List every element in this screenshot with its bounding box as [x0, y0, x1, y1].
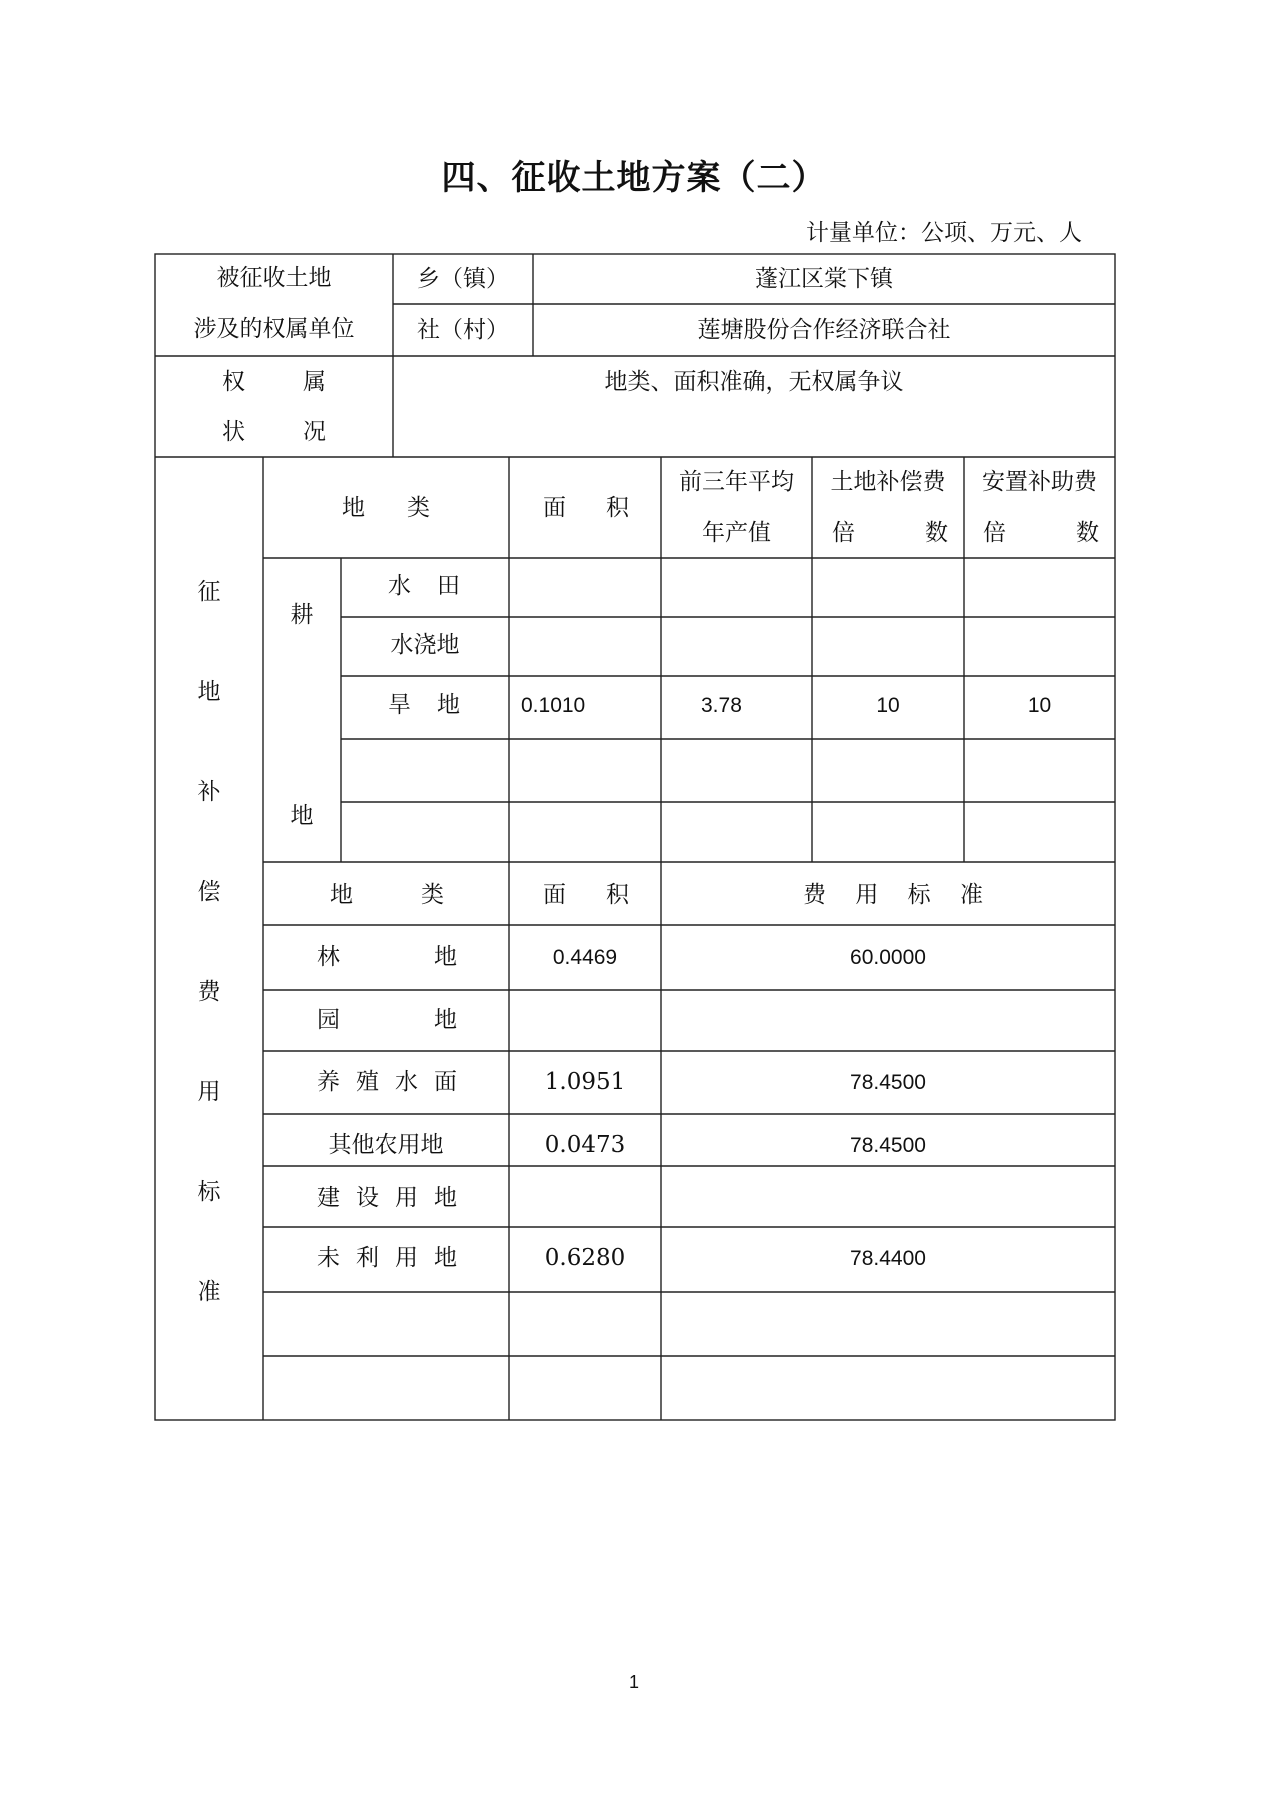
side-label-2: 补 [197, 779, 221, 805]
page-number: 1 [628, 1672, 639, 1692]
status-label-row2: 状 况 [222, 419, 326, 445]
other-area-0: 0.4469 [552, 946, 618, 969]
other-fee-0: 60.0000 [850, 946, 926, 969]
farmland-type-2: 旱 地 [388, 692, 460, 718]
other-area-3: 0.0473 [544, 1132, 626, 1158]
header2-fee: 费 用 标 准 [803, 882, 983, 908]
header-avg-output-line1: 前三年平均 [679, 469, 794, 495]
header-land-type: 地 类 [342, 495, 430, 521]
header-resettle-multiplier-line2: 倍 数 [983, 520, 1099, 546]
village-label: 社（村） [417, 317, 509, 343]
status-value: 地类、面积准确，无权属争议 [604, 369, 904, 395]
side-label-5: 用 [197, 1079, 221, 1105]
side-label-3: 偿 [197, 879, 221, 905]
side-label-6: 标 [197, 1179, 221, 1205]
farmland-type-0: 水 田 [388, 573, 460, 599]
header2-land-type: 地 类 [330, 882, 444, 908]
village-value: 莲塘股份合作经济联合社 [697, 317, 951, 343]
town-value: 蓬江区棠下镇 [755, 266, 893, 292]
farmland-type-1: 水浇地 [390, 632, 460, 658]
header-resettle-multiplier-line1: 安置补助费 [982, 469, 1097, 495]
side-label-0: 征 [197, 579, 221, 605]
owner-label-line1: 被征收土地 [216, 265, 332, 291]
page-title: 四、征收土地方案（二） [441, 158, 827, 198]
farmland-area-2: 0.1010 [521, 694, 586, 717]
other-type-3: 其他农用地 [328, 1132, 444, 1158]
side-label-4: 费 [197, 979, 221, 1005]
other-type-0: 林 地 [317, 944, 457, 970]
header-land-multiplier-line1: 土地补偿费 [830, 469, 946, 495]
farmland-resettle-multiplier-2: 10 [1027, 694, 1052, 717]
other-area-5: 0.6280 [544, 1245, 626, 1271]
other-fee-3: 78.4500 [850, 1134, 926, 1157]
header-avg-output-line2: 年产值 [702, 520, 771, 546]
farmland-land-multiplier-2: 10 [876, 694, 900, 717]
header2-area: 面 积 [543, 882, 629, 908]
unit-note: 计量单位：公项、万元、人 [806, 220, 1082, 246]
status-label-row1: 权 属 [222, 369, 326, 395]
other-fee-2: 78.4500 [850, 1071, 926, 1094]
farmland-label-1: 地 [290, 803, 314, 829]
side-label-1: 地 [197, 679, 221, 705]
header-land-multiplier-line2: 倍 数 [832, 520, 948, 546]
other-type-1: 园 地 [317, 1007, 457, 1033]
other-type-5: 未 利 用 地 [317, 1245, 457, 1271]
town-label: 乡（镇） [417, 266, 509, 292]
other-type-2: 养 殖 水 面 [317, 1069, 457, 1095]
other-type-4: 建 设 用 地 [317, 1185, 457, 1211]
farmland-label-0: 耕 [290, 602, 314, 628]
owner-label-line2: 涉及的权属单位 [193, 316, 355, 342]
other-fee-5: 78.4400 [850, 1247, 926, 1270]
header-area: 面 积 [543, 495, 629, 521]
farmland-avg-2: 3.78 [701, 694, 742, 717]
side-label-7: 准 [197, 1279, 221, 1305]
other-area-2: 1.0951 [544, 1069, 626, 1095]
